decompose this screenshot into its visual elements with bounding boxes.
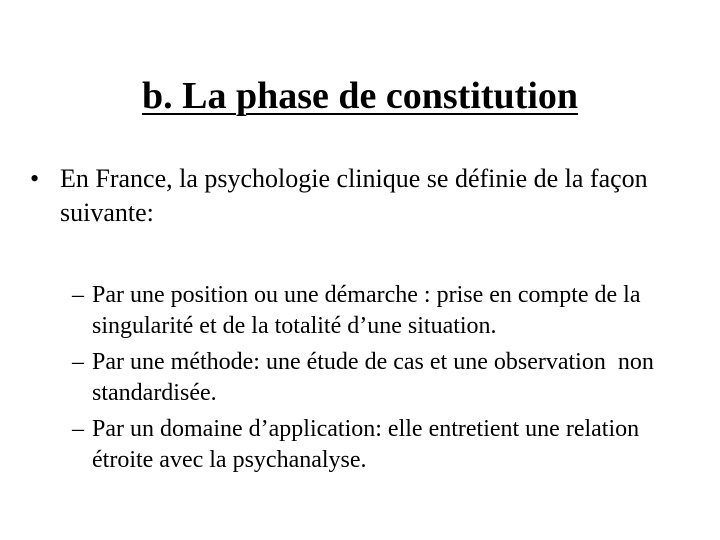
sub-bullet-domaine — [72, 414, 692, 476]
dash-marker: – — [72, 416, 84, 442]
slide-title-text: b. La phase de constitution — [141, 75, 579, 117]
sub-bullet-position — [72, 280, 692, 342]
bullet-marker: • — [30, 164, 40, 193]
sub-bullet-list — [72, 280, 692, 481]
dash-marker: – — [72, 349, 84, 375]
sub-bullet-text: Par une méthode: une étude de cas et une observation non standardisée. — [92, 349, 660, 406]
main-bullet-text: En France, la psychologie clinique se définie de la façon suivante: — [60, 164, 648, 227]
sub-bullet-text: Par une position ou une démarche : prise en compte de la singularité et de la totalité d’une situation. — [92, 282, 641, 339]
main-bullet — [30, 162, 690, 230]
sub-bullet-methode — [72, 347, 692, 409]
sub-bullet-text: Par un domaine d’application: elle entretient une relation étroite avec la psychanalyse. — [92, 416, 640, 473]
dash-marker: – — [72, 282, 84, 308]
slide-title — [0, 72, 720, 120]
